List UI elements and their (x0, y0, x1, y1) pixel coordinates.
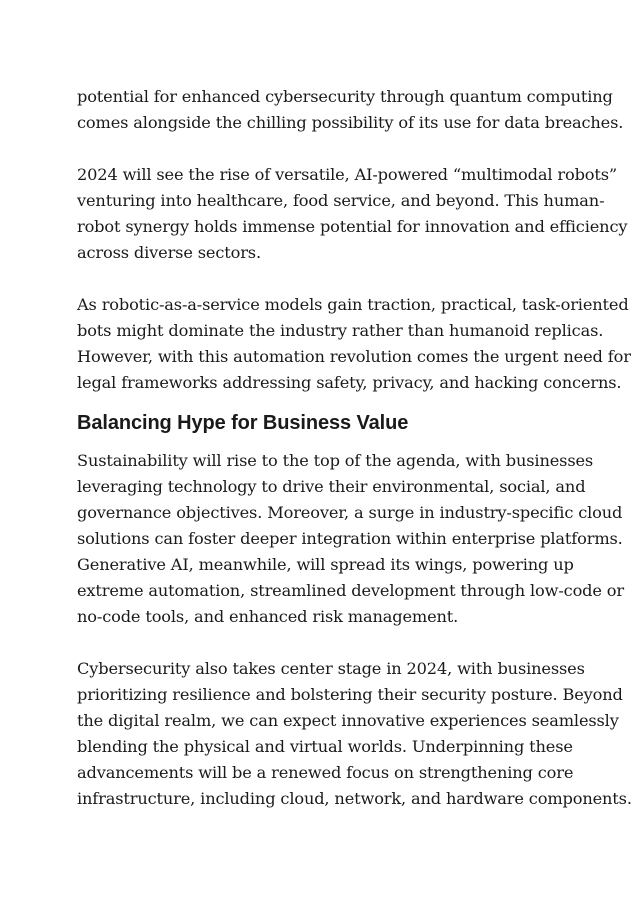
text-line: Sustainability will rise to the top of the agenda, with businesses (77, 451, 594, 470)
paragraph-quantum-cybersecurity (77, 84, 624, 136)
text-line: blending the physical and virtual worlds. Underpinning these (77, 737, 573, 756)
text-line: venturing into healthcare, food service, and beyond. This human- (77, 191, 605, 210)
text-line: comes alongside the chilling possibility of its use for data breaches. (77, 113, 624, 132)
document-page (77, 84, 632, 812)
text-line: robot synergy holds immense potential for innovation and efficiency (77, 217, 628, 236)
paragraph-gap (77, 630, 567, 656)
paragraph-gap (77, 136, 567, 162)
text-line: However, with this automation revolution comes the urgent need for (77, 347, 631, 366)
paragraph-gap (77, 266, 567, 292)
text-line: no-code tools, and enhanced risk management. (77, 607, 459, 626)
text-line: Generative AI, meanwhile, will spread its wings, powering up (77, 555, 574, 574)
text-line: across diverse sectors. (77, 243, 261, 262)
paragraph-cybersecurity-2024 (77, 656, 632, 812)
text-line: prioritizing resilience and bolstering their security posture. Beyond (77, 685, 623, 704)
text-line: 2024 will see the rise of versatile, AI-powered “multimodal robots” (77, 165, 618, 184)
paragraph-sustainability (77, 448, 624, 630)
text-line: potential for enhanced cybersecurity through quantum computing (77, 87, 613, 106)
text-line: extreme automation, streamlined development through low-code or (77, 581, 624, 600)
text-line: Cybersecurity also takes center stage in 2024, with businesses (77, 659, 585, 678)
text-line: governance objectives. Moreover, a surge in industry-specific cloud (77, 503, 623, 522)
section-heading: Balancing Hype for Business Value (77, 412, 409, 434)
text-line: infrastructure, including cloud, network, and hardware components. (77, 789, 632, 808)
text-line: As robotic-as-a-service models gain traction, practical, task-oriented (77, 295, 629, 314)
text-line: leveraging technology to drive their environmental, social, and (77, 477, 586, 496)
text-line: advancements will be a renewed focus on strengthening core (77, 763, 574, 782)
paragraph-robotics-as-a-service (77, 292, 631, 396)
text-line: solutions can foster deeper integration within enterprise platforms. (77, 529, 623, 548)
text-line: the digital realm, we can expect innovative experiences seamlessly (77, 711, 619, 730)
text-line: legal frameworks addressing safety, privacy, and hacking concerns. (77, 373, 622, 392)
text-line: bots might dominate the industry rather than humanoid replicas. (77, 321, 604, 340)
paragraph-multimodal-robots (77, 162, 628, 266)
